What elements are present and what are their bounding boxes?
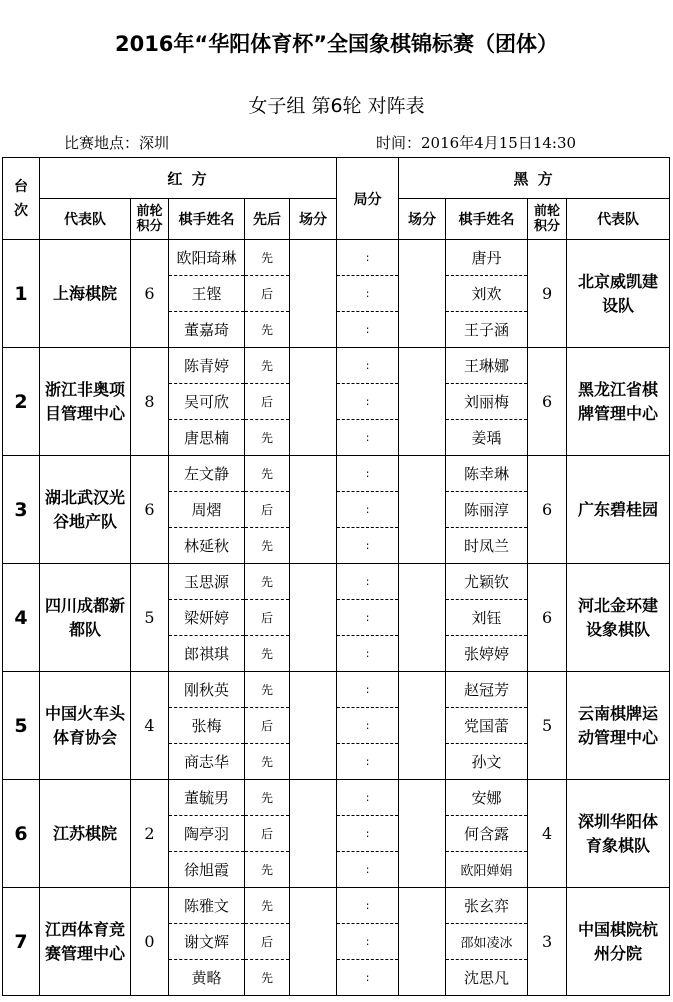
red-team-name (40, 240, 131, 348)
play-order: 后 (245, 600, 290, 636)
red-match-score (290, 564, 337, 672)
game-score: : (337, 924, 399, 960)
red-team-label: 上海棋院 (52, 283, 117, 303)
black-prev-points: 6 (528, 456, 567, 564)
game-score: : (337, 636, 399, 672)
venue-text: 比赛地点：深圳 (64, 134, 170, 152)
black-player-name: 王子涵 (446, 312, 528, 348)
black-player-name: 张婷婷 (446, 636, 528, 672)
table-number: 1 (3, 240, 40, 348)
black-team-name (567, 348, 670, 456)
pairing-table (2, 157, 670, 996)
red-player-name: 刚秋英 (169, 672, 245, 708)
game-score: : (337, 708, 399, 744)
black-player-name: 欧阳婵娟 (446, 852, 528, 888)
red-match-score (290, 780, 337, 888)
black-team-name (567, 564, 670, 672)
black-player-name: 沈思凡 (446, 960, 528, 996)
play-order: 后 (245, 492, 290, 528)
game-score: : (337, 852, 399, 888)
red-team-name (40, 672, 131, 780)
play-order: 后 (245, 384, 290, 420)
game-score: : (337, 600, 399, 636)
red-player-name: 谢文辉 (169, 924, 245, 960)
game-score: : (337, 384, 399, 420)
red-player-name: 吴可欣 (169, 384, 245, 420)
black-player-name: 安娜 (446, 780, 528, 816)
time-text: 时间：2016年4月15日14:30 (376, 134, 577, 152)
black-team-label: 广东碧桂园 (578, 499, 659, 519)
red-prev-points: 4 (131, 672, 169, 780)
black-team-name (567, 456, 670, 564)
game-score: : (337, 240, 399, 276)
red-prev-points: 8 (131, 348, 169, 456)
game-score: : (337, 816, 399, 852)
play-order: 后 (245, 816, 290, 852)
black-team-label: 黑龙江省棋牌管理中心 (578, 379, 659, 423)
play-order: 后 (245, 708, 290, 744)
play-order: 先 (245, 312, 290, 348)
play-order: 先 (245, 672, 290, 708)
table-number: 3 (3, 456, 40, 564)
header-order: 先后 (245, 199, 290, 240)
red-player-name: 陈雅文 (169, 888, 245, 924)
game-score: : (337, 744, 399, 780)
table-number: 6 (3, 780, 40, 888)
red-player-name: 徐旭霞 (169, 852, 245, 888)
red-match-score (290, 672, 337, 780)
game-score: : (337, 960, 399, 996)
red-player-name: 梁妍婷 (169, 600, 245, 636)
play-order: 先 (245, 744, 290, 780)
red-team-name (40, 456, 131, 564)
red-player-name: 周熠 (169, 492, 245, 528)
game-score: : (337, 888, 399, 924)
black-team-label: 中国棋院杭州分院 (578, 919, 659, 963)
game-score: : (337, 492, 399, 528)
table-row (3, 888, 670, 924)
red-team-label: 四川成都新都队 (44, 595, 125, 639)
red-team-label: 江苏棋院 (52, 823, 117, 843)
play-order: 先 (245, 888, 290, 924)
play-order: 先 (245, 636, 290, 672)
black-prev-points: 9 (528, 240, 567, 348)
header-black-side: 黑 方 (399, 158, 670, 199)
red-prev-points: 0 (131, 888, 169, 996)
red-player-name: 王铿 (169, 276, 245, 312)
header-black-player: 棋手姓名 (446, 199, 528, 240)
table-row (3, 780, 670, 816)
black-player-name: 党国蕾 (446, 708, 528, 744)
black-match-score (399, 888, 446, 996)
game-score: : (337, 780, 399, 816)
black-match-score (399, 672, 446, 780)
table-number: 2 (3, 348, 40, 456)
red-prev-points: 5 (131, 564, 169, 672)
black-prev-points: 6 (528, 564, 567, 672)
table-row (3, 348, 670, 384)
table-row (3, 564, 670, 600)
page-subtitle: 女子组 第6轮 对阵表 (248, 95, 425, 117)
game-score: : (337, 420, 399, 456)
black-match-score (399, 564, 446, 672)
red-player-name: 陶亭羽 (169, 816, 245, 852)
header-table-no: 台次 (3, 158, 40, 240)
red-player-name: 左文静 (169, 456, 245, 492)
red-prev-points: 2 (131, 780, 169, 888)
black-player-name: 时凤兰 (446, 528, 528, 564)
black-player-name: 赵冠芳 (446, 672, 528, 708)
red-player-name: 唐思楠 (169, 420, 245, 456)
header-red-side: 红 方 (40, 158, 337, 199)
black-match-score (399, 456, 446, 564)
table-row (3, 240, 670, 276)
black-player-name: 陈丽淳 (446, 492, 528, 528)
red-team-label: 浙江非奥项目管理中心 (44, 379, 125, 423)
game-score: : (337, 456, 399, 492)
table-number: 5 (3, 672, 40, 780)
play-order: 先 (245, 456, 290, 492)
red-player-name: 董毓男 (169, 780, 245, 816)
page-title: 2016年“华阳体育杯”全国象棋锦标赛（团体） (114, 32, 559, 56)
game-score: : (337, 528, 399, 564)
header-red-prev-points: 前轮积分 (131, 199, 169, 240)
red-match-score (290, 888, 337, 996)
black-team-label: 北京威凯建设队 (578, 271, 659, 315)
game-score: : (337, 564, 399, 600)
header-black-prev-points: 前轮积分 (528, 199, 567, 240)
red-match-score (290, 348, 337, 456)
black-team-name (567, 888, 670, 996)
play-order: 先 (245, 420, 290, 456)
table-number: 4 (3, 564, 40, 672)
header-black-team: 代表队 (567, 199, 670, 240)
red-player-name: 陈青婷 (169, 348, 245, 384)
black-player-name: 尤颖钦 (446, 564, 528, 600)
black-team-name (567, 240, 670, 348)
black-player-name: 王琳娜 (446, 348, 528, 384)
black-player-name: 姜瑀 (446, 420, 528, 456)
black-team-name (567, 780, 670, 888)
play-order: 先 (245, 528, 290, 564)
red-player-name: 林延秋 (169, 528, 245, 564)
black-team-label: 云南棋牌运动管理中心 (578, 703, 659, 747)
red-player-name: 张梅 (169, 708, 245, 744)
header-red-player: 棋手姓名 (169, 199, 245, 240)
red-player-name: 郎祺琪 (169, 636, 245, 672)
table-row (3, 672, 670, 708)
red-team-label: 江西体育竞赛管理中心 (44, 919, 125, 963)
header-black-match-score: 场分 (399, 199, 446, 240)
black-match-score (399, 240, 446, 348)
black-player-name: 张玄弈 (446, 888, 528, 924)
black-prev-points: 4 (528, 780, 567, 888)
red-player-name: 欧阳琦琳 (169, 240, 245, 276)
header-game-score: 局分 (337, 158, 399, 240)
black-player-name: 刘欢 (446, 276, 528, 312)
black-match-score (399, 780, 446, 888)
black-player-name: 陈幸琳 (446, 456, 528, 492)
black-prev-points: 3 (528, 888, 567, 996)
red-team-label: 湖北武汉光谷地产队 (44, 487, 125, 531)
black-player-name: 孙文 (446, 744, 528, 780)
play-order: 先 (245, 852, 290, 888)
black-prev-points: 6 (528, 348, 567, 456)
black-team-label: 河北金环建设象棋队 (578, 595, 659, 639)
red-team-name (40, 348, 131, 456)
header-red-team: 代表队 (40, 199, 131, 240)
play-order: 先 (245, 240, 290, 276)
red-team-label: 中国火车头体育协会 (44, 703, 125, 747)
red-prev-points: 6 (131, 240, 169, 348)
game-score: : (337, 348, 399, 384)
red-player-name: 董嘉琦 (169, 312, 245, 348)
red-prev-points: 6 (131, 456, 169, 564)
black-player-name: 何含露 (446, 816, 528, 852)
red-team-name (40, 564, 131, 672)
black-team-name (567, 672, 670, 780)
play-order: 先 (245, 564, 290, 600)
red-player-name: 商志华 (169, 744, 245, 780)
red-player-name: 黄略 (169, 960, 245, 996)
red-player-name: 玉思源 (169, 564, 245, 600)
table-row (3, 456, 670, 492)
black-team-label: 深圳华阳体育象棋队 (578, 811, 659, 855)
play-order: 先 (245, 780, 290, 816)
red-match-score (290, 456, 337, 564)
black-prev-points: 5 (528, 672, 567, 780)
red-team-name (40, 780, 131, 888)
red-match-score (290, 240, 337, 348)
black-player-name: 邵如凌冰 (446, 924, 528, 960)
black-player-name: 刘钰 (446, 600, 528, 636)
play-order: 后 (245, 276, 290, 312)
black-match-score (399, 348, 446, 456)
black-player-name: 刘丽梅 (446, 384, 528, 420)
header-red-match-score: 场分 (290, 199, 337, 240)
play-order: 后 (245, 924, 290, 960)
game-score: : (337, 276, 399, 312)
game-score: : (337, 312, 399, 348)
game-score: : (337, 672, 399, 708)
play-order: 先 (245, 960, 290, 996)
table-number: 7 (3, 888, 40, 996)
play-order: 先 (245, 348, 290, 384)
black-player-name: 唐丹 (446, 240, 528, 276)
red-team-name (40, 888, 131, 996)
